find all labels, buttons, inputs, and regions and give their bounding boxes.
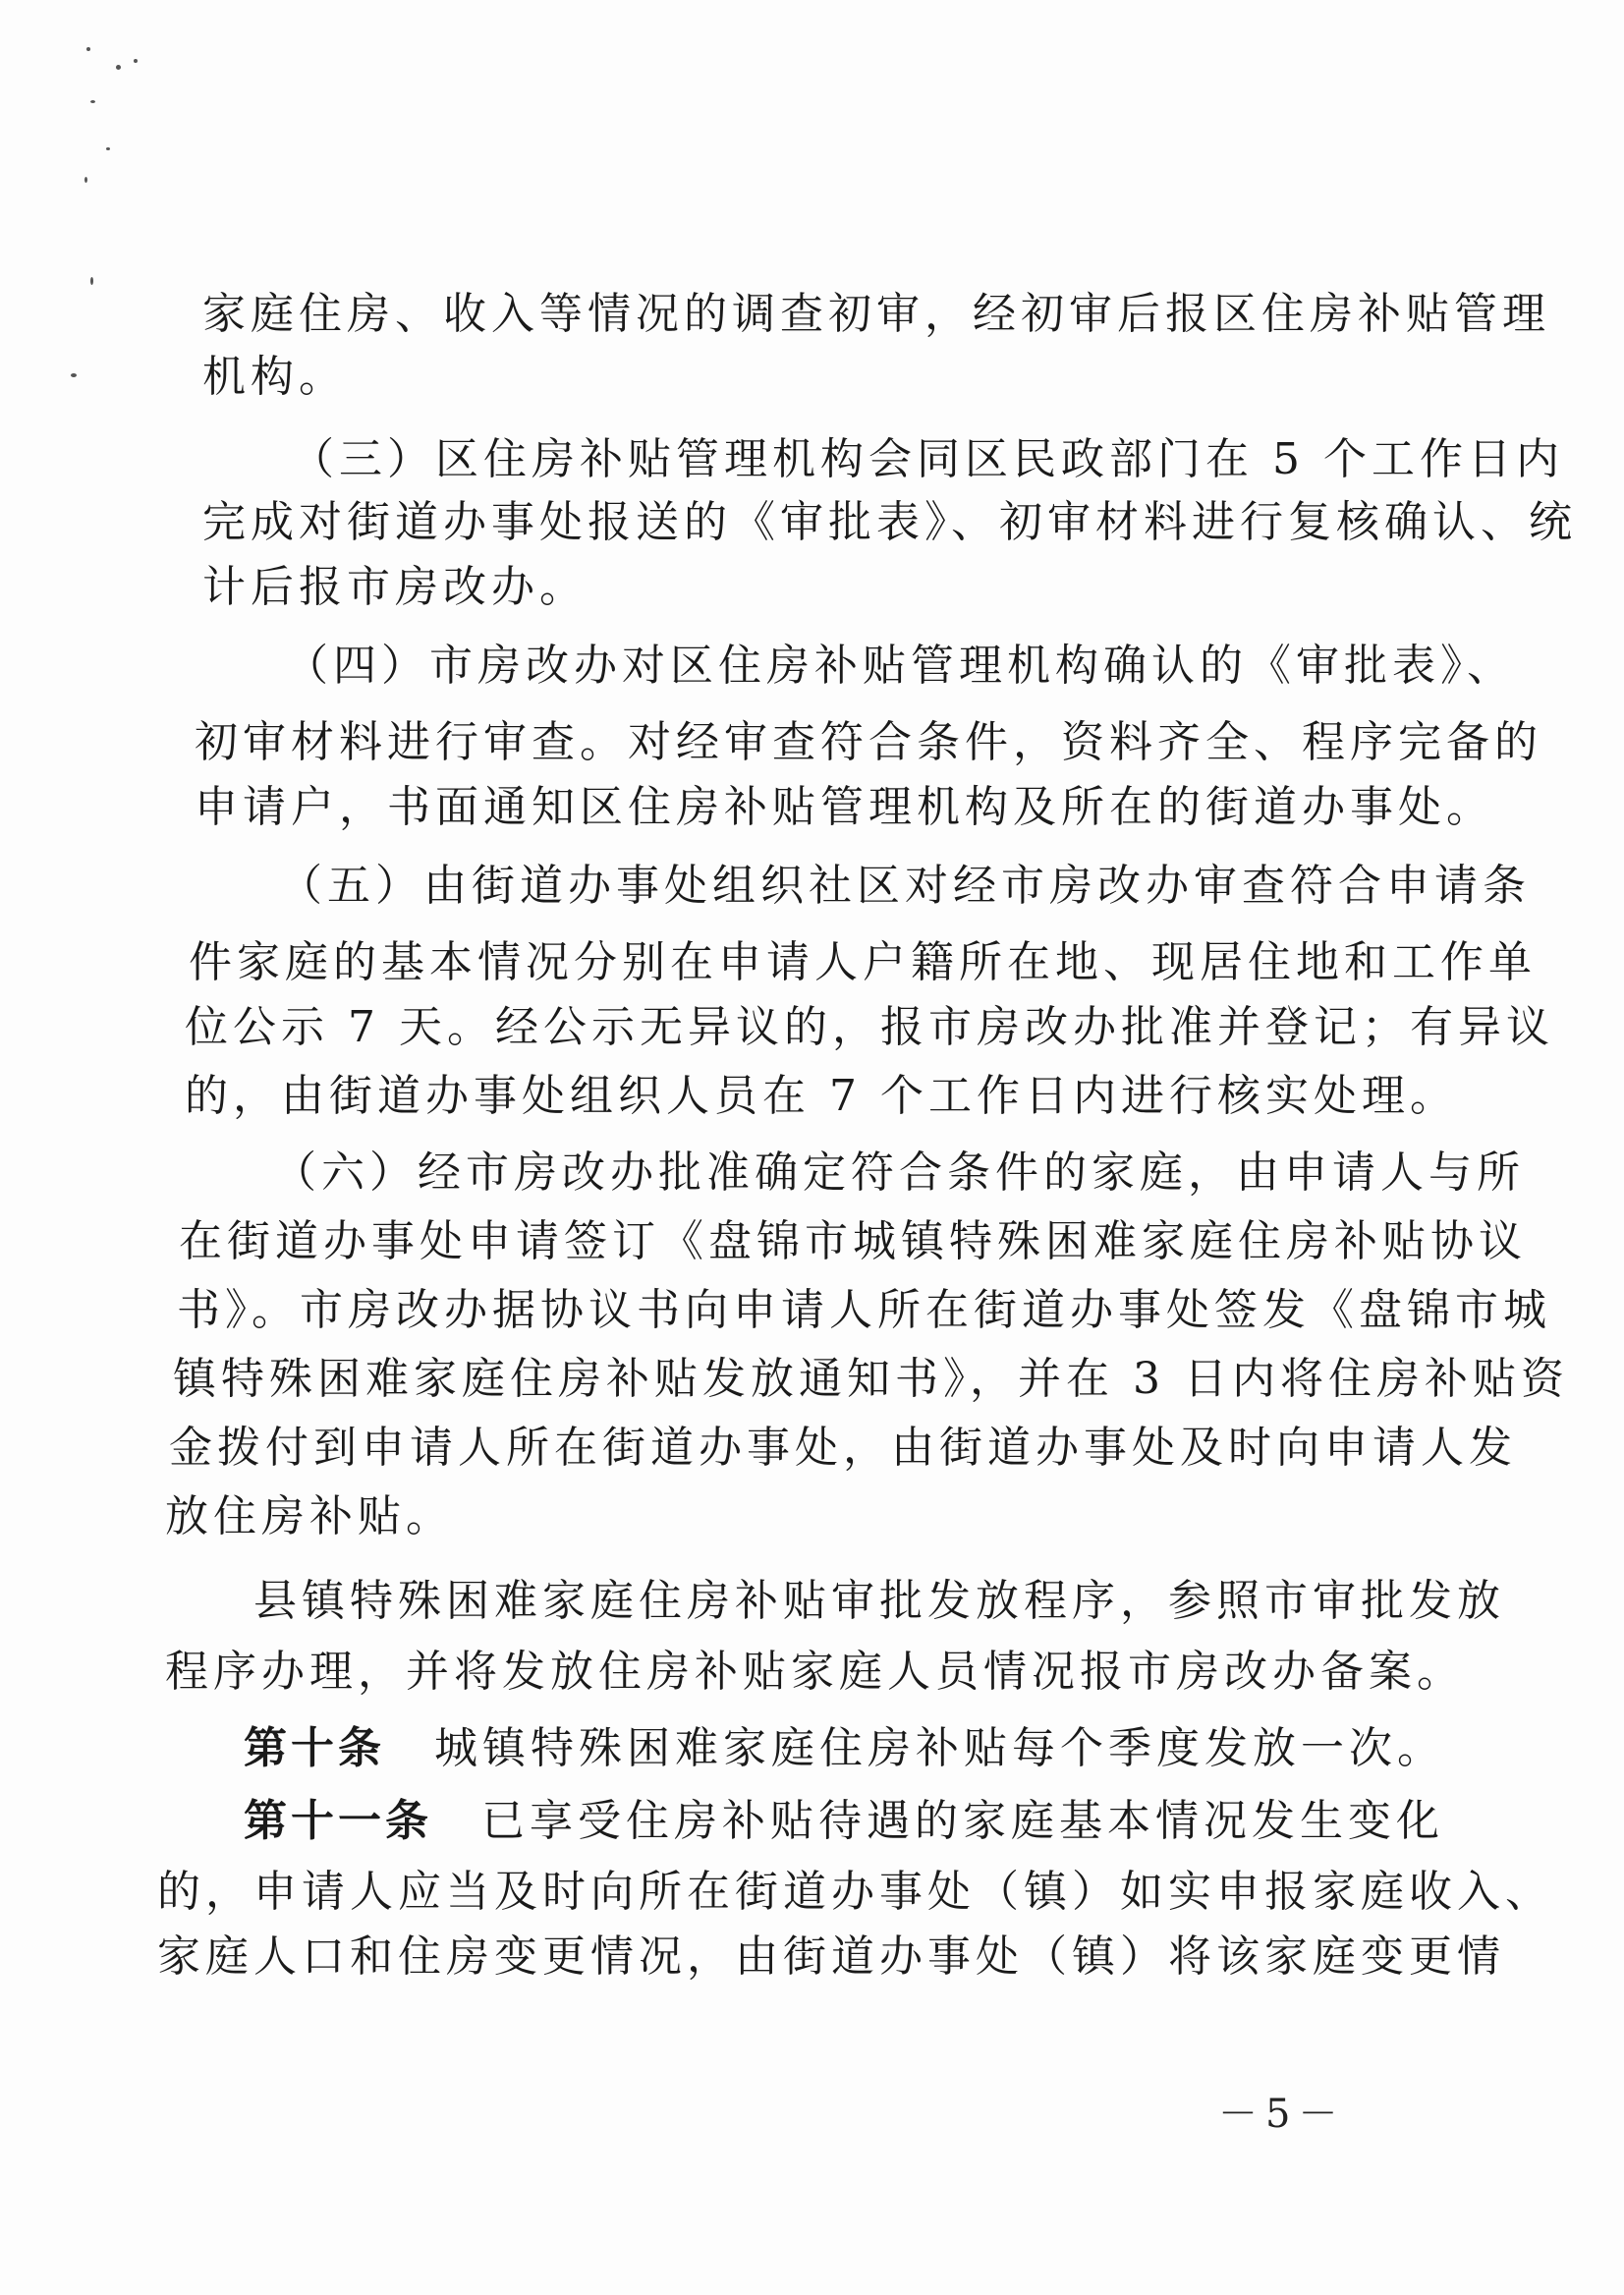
text-line: 书》。市房改办据协议书向申请人所在街道办事处签发《盘锦市城 bbox=[177, 1285, 1551, 1335]
text-line: 的，由街道办事处组织人员在 7 个工作日内进行核实处理。 bbox=[185, 1071, 1458, 1121]
text-line: （四）市房改办对区住房补贴管理机构确认的《审批表》、 bbox=[285, 641, 1515, 691]
page-number: －5－ bbox=[1218, 2092, 1346, 2137]
scan-speck bbox=[106, 147, 110, 150]
text-line: 金拨付到申请人所在街道办事处，由街道办事处及时向申请人发 bbox=[169, 1423, 1517, 1473]
scan-speck bbox=[84, 177, 87, 183]
article-11-line bbox=[244, 1794, 1444, 1849]
text-line: 家庭住房、收入等情况的调查初审，经初审后报区住房补贴管理 bbox=[202, 289, 1550, 339]
text-line: 镇特殊困难家庭住房补贴发放通知书》，并在 3 日内将住房补贴资 bbox=[173, 1354, 1569, 1404]
scan-speck bbox=[116, 65, 121, 70]
text-line: 在街道办事处申请签订《盘锦市城镇特殊困难家庭住房补贴协议 bbox=[179, 1216, 1527, 1266]
text-line: （五）由街道办事处组织社区对经市房改办审查符合申请条 bbox=[279, 861, 1531, 911]
scan-speck bbox=[90, 277, 93, 285]
text-line: 机构。 bbox=[202, 352, 347, 402]
text-line: 计后报市房改办。 bbox=[202, 562, 588, 612]
text-line: 位公示 7 天。经公示无异议的，报市房改办批准并登记；有异议 bbox=[185, 1002, 1554, 1052]
text-line: 件家庭的基本情况分别在申请人户籍所在地、现居住地和工作单 bbox=[189, 937, 1537, 987]
article-10-label: 第十条 bbox=[244, 1723, 385, 1773]
text-line: （六）经市房改办批准确定符合条件的家庭，由申请人与所 bbox=[273, 1148, 1525, 1198]
text-line: 放住房补贴。 bbox=[165, 1491, 454, 1541]
text-line: 完成对街道办事处报送的《审批表》、初审材料进行复核确认、统 bbox=[202, 497, 1577, 547]
scan-speck bbox=[86, 47, 90, 51]
article-10-text: 城镇特殊困难家庭住房补贴每个季度发放一次。 bbox=[434, 1723, 1445, 1773]
text-line: 县镇特殊困难家庭住房补贴审批发放程序，参照市审批发放 bbox=[253, 1576, 1505, 1626]
scan-speck bbox=[90, 100, 95, 103]
text-line: 初审材料进行审查。对经审查符合条件，资料齐全、程序完备的 bbox=[195, 717, 1542, 767]
text-line: 的，申请人应当及时向所在街道办事处（镇）如实申报家庭收入、 bbox=[157, 1867, 1553, 1917]
scan-speck bbox=[71, 373, 77, 377]
text-line: 申请户，书面通知区住房补贴管理机构及所在的街道办事处。 bbox=[195, 782, 1494, 832]
text-line: （三）区住房补贴管理机构会同区民政部门在 5 个工作日内 bbox=[291, 434, 1564, 484]
article-11-text: 已享受住房补贴待遇的家庭基本情况发生变化 bbox=[481, 1796, 1444, 1846]
scan-speck bbox=[134, 59, 138, 63]
text-line: 程序办理，并将发放住房补贴家庭人员情况报市房改办备案。 bbox=[165, 1647, 1465, 1697]
article-11-label: 第十一条 bbox=[244, 1796, 432, 1846]
article-10-line bbox=[244, 1721, 1445, 1776]
text-line: 家庭人口和住房变更情况，由街道办事处（镇）将该家庭变更情 bbox=[157, 1931, 1505, 1982]
